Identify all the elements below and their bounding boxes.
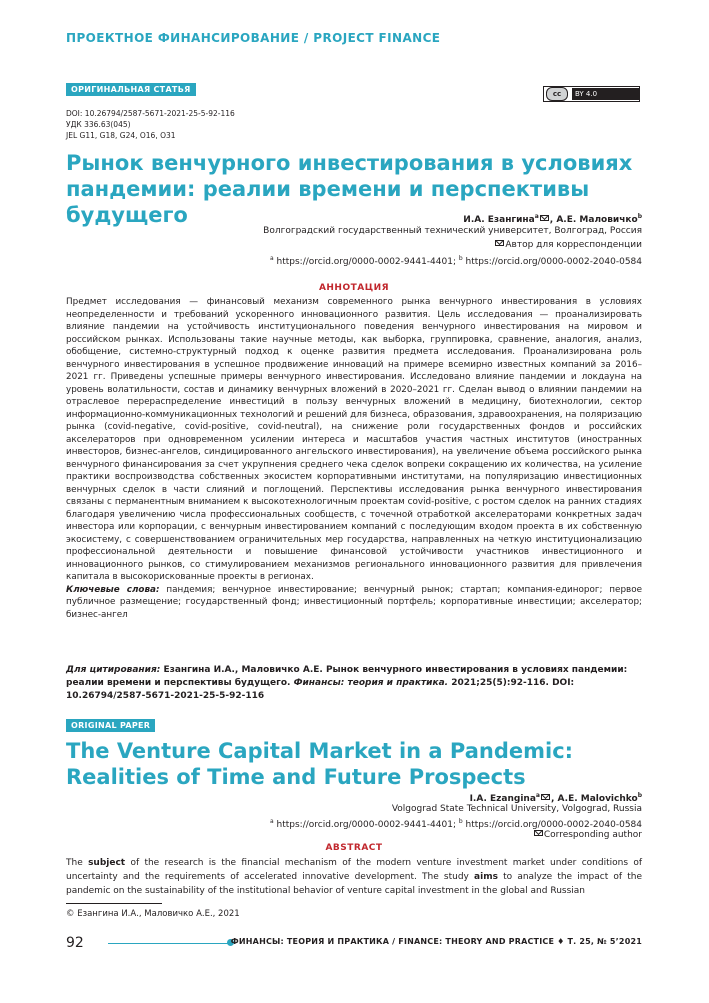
section-header: ПРОЕКТНОЕ ФИНАНСИРОВАНИЕ / PROJECT FINANCE: [66, 31, 441, 45]
citation: Для цитирования: Езангина И.А., Маловичко А.Е. Рынок венчурного инвестирования в условиях пандемии: реалии времени и перспективы будущего. Финансы: теория и практика. 2021;25(5):92-116. DOI: 10.26794/2587-5671-2021-25-5-92-116: [66, 665, 628, 701]
article-type-badge: ОРИГИНАЛЬНАЯ СТАТЬЯ: [66, 83, 196, 96]
en-title-line2: Realities of Time and Future Prospects: [66, 765, 526, 789]
journal-footer: ФИНАНСЫ: ТЕОРИЯ И ПРАКТИКА / FINANCE: THEORY AND PRACTICE ♦ Т. 25, № 5’2021: [230, 937, 642, 946]
ru-title-line2: пандемии: реалии времени и перспективы будущего: [66, 177, 590, 227]
copyright: © Езангина И.А., Маловичко А.Е., 2021: [66, 909, 240, 919]
jel-codes: JEL G11, G18, G24, O16, O31: [66, 131, 176, 140]
mail-icon: [495, 240, 504, 246]
mail-icon: [541, 794, 550, 800]
ru-orcid[interactable]: $^a$ https://orcid.org/0000-0002-9441-4401; $^b$ https://orcid.org/0000-0002-2040-0584: [269, 255, 642, 267]
doi[interactable]: DOI: 10.26794/2587-5671-2021-25-5-92-116: [66, 109, 235, 118]
footer-rule: [108, 943, 230, 944]
en-affiliation: Volgograd State Technical University, Volgograd, Russia: [391, 804, 642, 814]
ru-authors: И.А. Езангина$^a$ , А.Е. Маловичко$^b$: [463, 213, 642, 225]
footnote-divider: [66, 903, 162, 904]
udk: УДК 336.63(045): [66, 120, 131, 129]
article-type-badge-en: ORIGINAL PAPER: [66, 719, 155, 732]
license-text: BY 4.0: [572, 88, 639, 100]
ru-abstract: Предмет исследования — финансовый механизм современного рынка венчурного инвестирования в условиях неопределенности и требований ускоренного инновационного развития. Цель исследования — проанализировать влияние пандемии на устойчивость институционального поведения венчурного инвестирования на мировом и российском рынках. Использованы такие научные методы, как выборка, группировка, сравнение, аналогия, анализ, обобщение, системно-структурный подход к оценке развития предмета исследования. Проанализирована роль венчурного инвестирования в успешное продвижение инноваций на примере всемирно известных компаний за 2016–2021 гг. Приведены успешные примеры венчурного инвестирования. Исследовано влияние пандемии и локдауна на уровень волатильности, состав и динамику венчурных вложений в 2020–2021 гг. Сделан вывод о влиянии пандемии на отраслевое перераспределение инвестиций в пользу венчурных вложений в медицину, биотехнологии, сектор информационно-коммуникационных технологий и решений для бизнеса, образования, здравоохранения, на поляризацию рынка (covid-negative, covid-positive, covid-neutral), на снижение роли государственных фондов и российских акселераторов при одновременном усилении интереса и масштабов участия частных институтов (иностранных инвесторов, бизнес-ангелов, синдицированного ангельского инвестирования), на увеличение объема российского рынка венчурного финансирования за счет укрупнения среднего чека сделок вопреки сокращению их количества, на усиление практики воспроизводства собственных экосистем корпоративными институтами, на популяризацию инвестиционных венчурных сделок в части слияний и поглощений. Перспективы исследования рынка венчурного инвестирования связаны с перманентным вниманием к высокотехнологичным проектам covid-positive, с ростом сделок на ранних стадиях благодаря увеличению числа профессиональных сообществ, с точечной отработкой акселераторами конкретных задач инвестора или корпорации, с венчурным инвестированием компаний с последующим входом проекта в их собственную экосистему, с совершенствованием ограничительных мер государства, направленных на четкую институционализацию профессиональной деятельности и повышение финансовой устойчивости участников инвестиционного и инновационного рынков, со стимулированием механизмов регионального инновационного развития для привлечения капитала в высокорискованные проекты в регионах. Ключевые слова: пандемия; венчурное инвестирование; венчурный рынок; стартап; компания-единорог; первое публичное размещение; государственный фонд; инвестиционный портфель; корпоративные инвестиции; акселератор; бизнес-ангел: [66, 297, 643, 620]
keywords: пандемия; венчурное инвестирование; венчурный рынок; стартап; компания-единорог; первое публичное размещение; государственный фонд; инвестиционный портфель; корпоративные инвестиции; акселератор; бизнес-ангел: [66, 584, 643, 620]
ru-corresponding: Автор для корреспонденции: [494, 238, 642, 252]
en-authors: I.A. Ezangina$^a$ , A.E. Malovichko$^b$: [469, 792, 642, 804]
keywords-label: Ключевые слова:: [66, 584, 160, 595]
en-orcid[interactable]: $^a$ https://orcid.org/0000-0002-9441-4401; $^b$ https://orcid.org/0000-0002-2040-0584: [269, 818, 642, 830]
en-corresponding: Corresponding author: [533, 828, 642, 842]
en-abstract: The subject of the research is the financial mechanism of the modern venture investment market under conditions of uncertainty and the requirements of accelerated innovative development. The study aims to analyze the impact of the pandemic on the sustainability of the institutional behavior of venture capital investment in the global and Russian: [66, 858, 643, 896]
mail-icon: [534, 830, 543, 836]
mail-icon: [540, 215, 549, 221]
license-badge[interactable]: [543, 86, 640, 102]
page-number: 92: [66, 935, 84, 951]
en-abstract-heading: ABSTRACT: [325, 843, 383, 853]
diamond-icon: ♦: [557, 937, 565, 946]
ru-title-line1: Рынок венчурного инвестирования в условиях: [66, 151, 633, 175]
en-title-line1: The Venture Capital Market in a Pandemic:: [66, 739, 574, 763]
cc-icon: cc: [546, 87, 568, 101]
ru-affiliation: Волгоградский государственный технический университет, Волгоград, Россия: [263, 226, 642, 236]
ru-abstract-heading: АННОТАЦИЯ: [318, 283, 390, 293]
